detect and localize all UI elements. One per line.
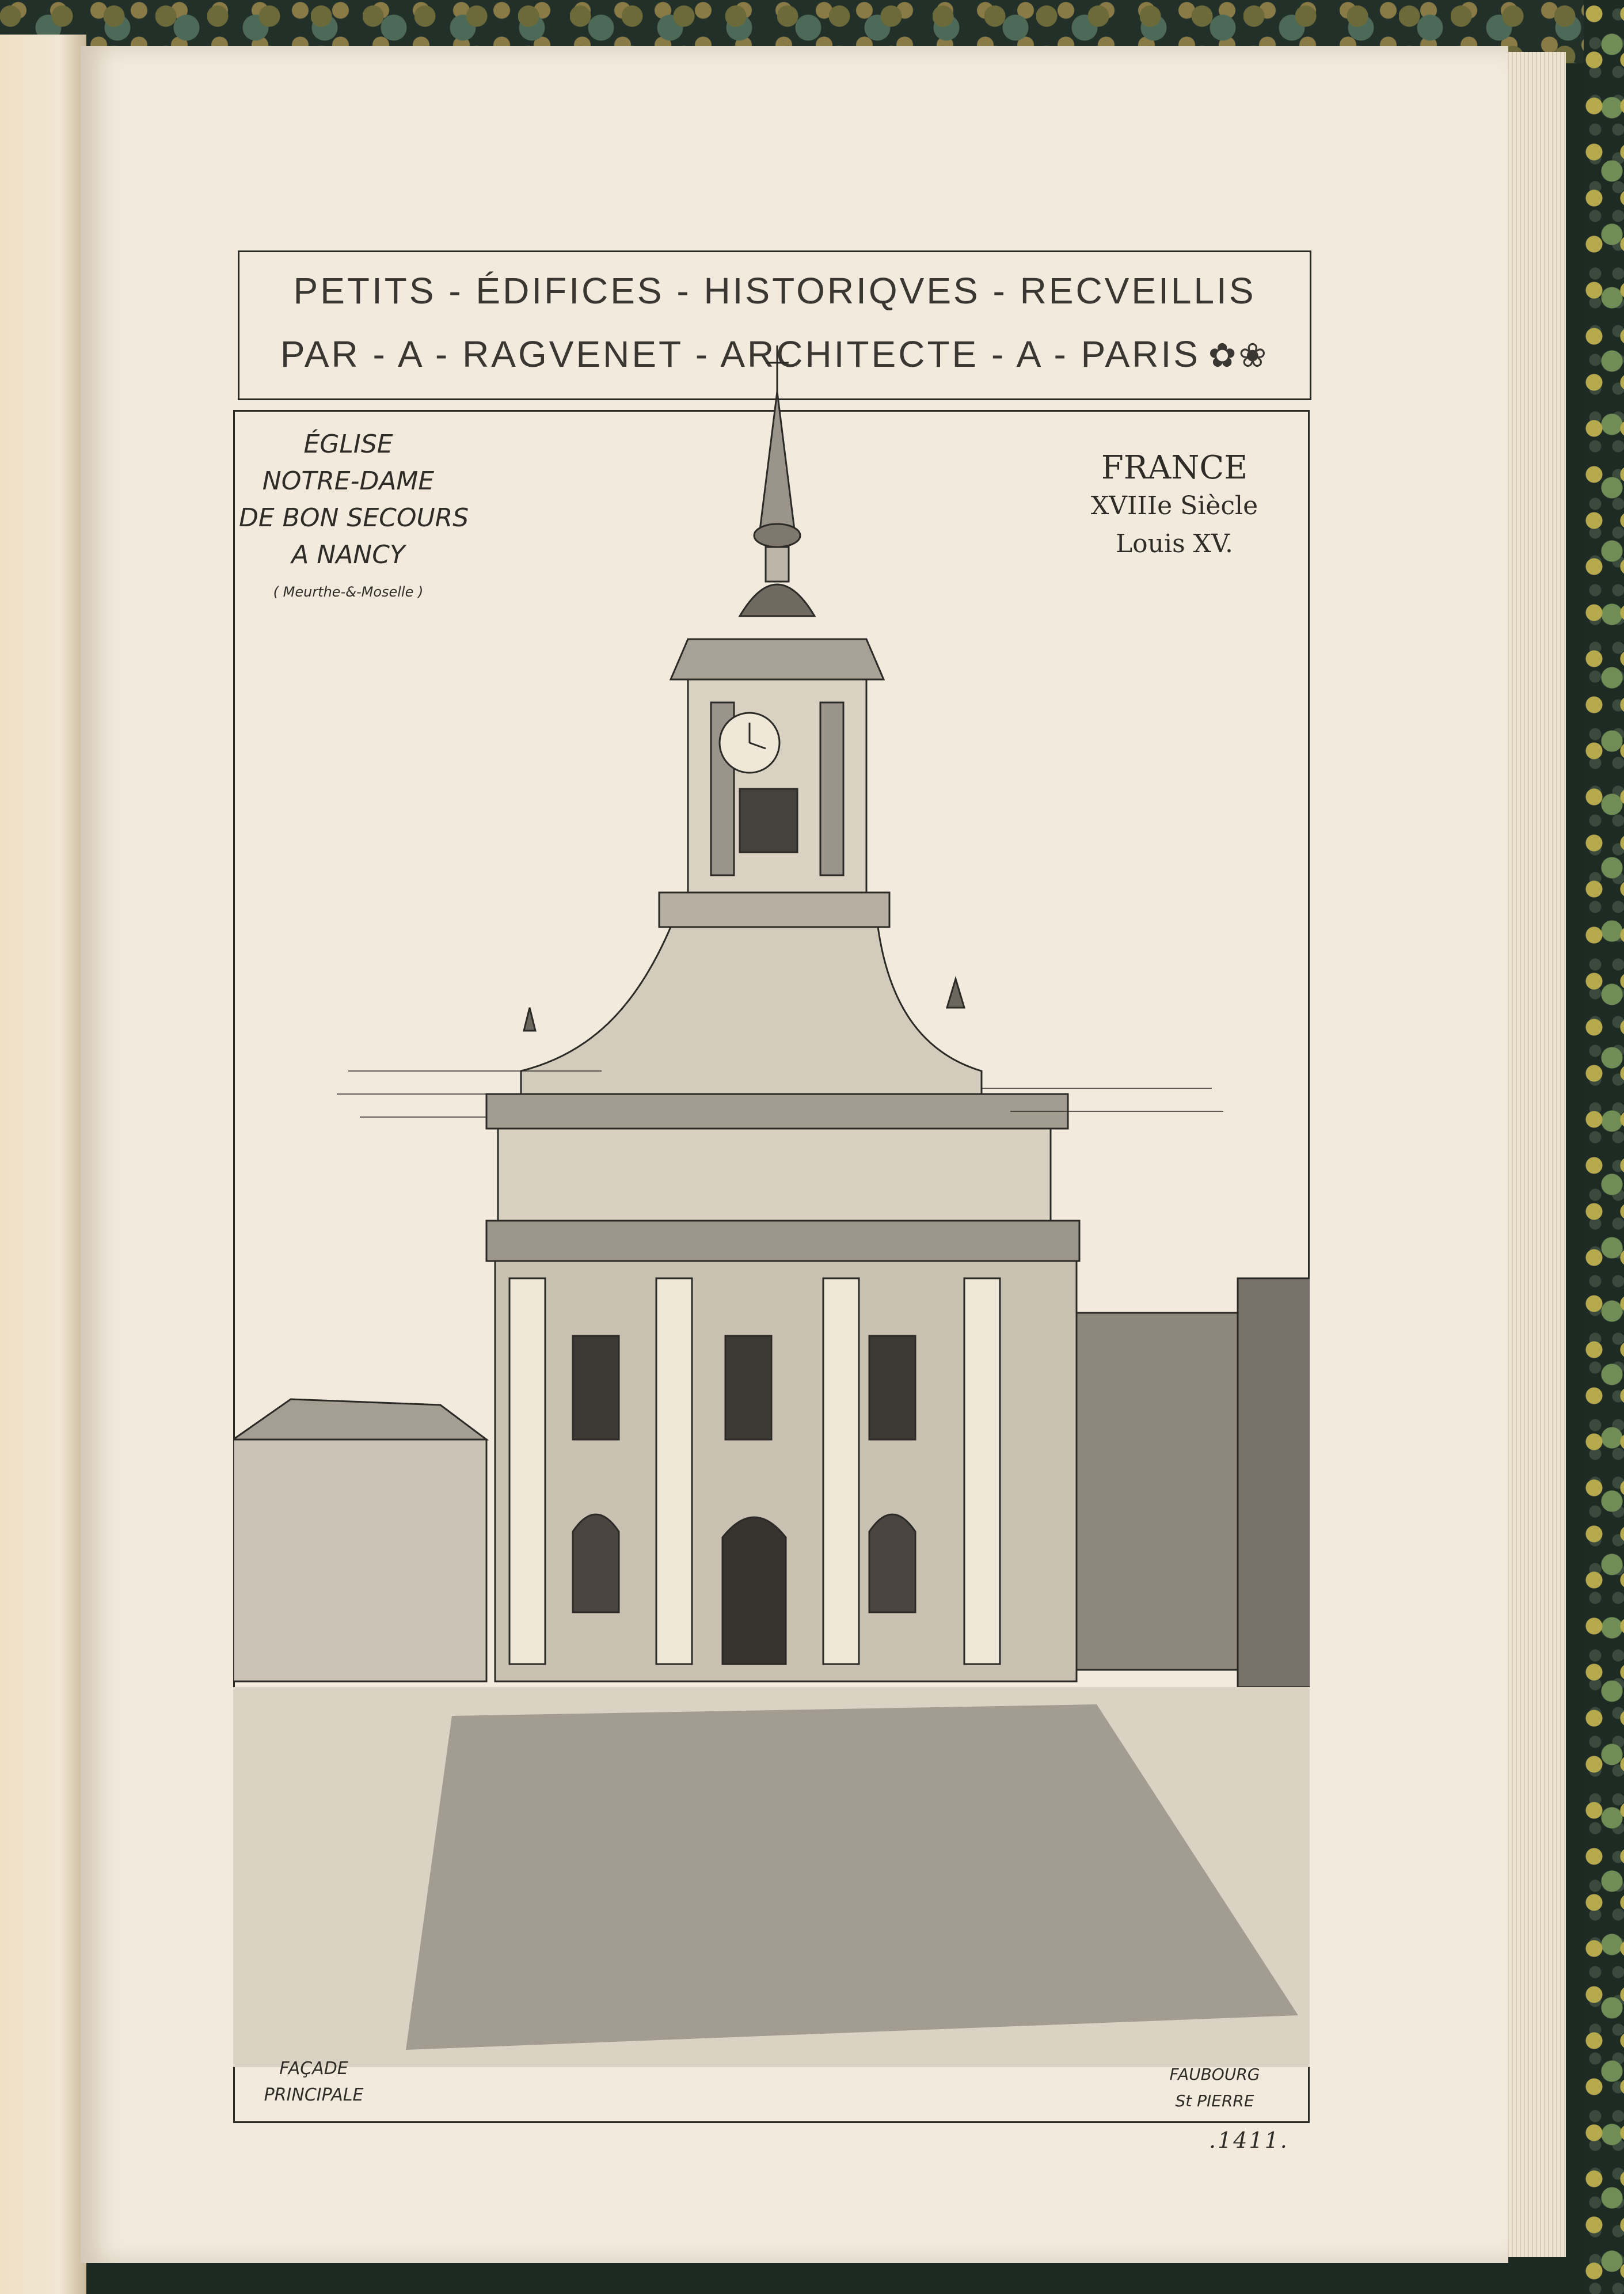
series-title-line-2-text: PAR - A - RAGVENET - ARCHITECTE - A - PARIS: [280, 333, 1200, 375]
series-title-line-1: PETITS - ÉDIFICES - HISTORIQVES - RECVEILLIS: [293, 270, 1256, 312]
church-department: ( Meurthe-&-Moselle ): [273, 584, 424, 600]
location-caption: [1128, 2061, 1301, 2114]
left-page-edge: [0, 35, 86, 2294]
church-engraving: [233, 345, 1310, 2125]
church-title-line-2: NOTRE-DAME: [262, 466, 435, 496]
church-title-line-4: A NANCY: [291, 540, 405, 569]
marbled-cover-right: [1584, 0, 1624, 2294]
period-caption: [1065, 449, 1284, 563]
style-label: Louis XV.: [1115, 529, 1234, 559]
location-caption-line-2: St PIERRE: [1175, 2091, 1254, 2110]
country-label: FRANCE: [1101, 449, 1248, 487]
view-caption: [227, 2056, 400, 2109]
century-label: XVIIIe Siècle: [1090, 491, 1258, 521]
location-caption-line-1: FAUBOURG: [1169, 2065, 1260, 2084]
plate-number: .1411.: [1209, 2128, 1289, 2153]
church-title-line-1: ÉGLISE: [303, 430, 393, 459]
view-caption-line-1: FAÇADE: [279, 2058, 348, 2079]
floral-ornament-icon: ✿❀: [1208, 337, 1269, 374]
view-caption-line-2: PRINCIPALE: [264, 2085, 364, 2105]
church-title-caption: [239, 426, 469, 610]
church-title-line-3: DE BON SECOURS: [239, 503, 469, 533]
